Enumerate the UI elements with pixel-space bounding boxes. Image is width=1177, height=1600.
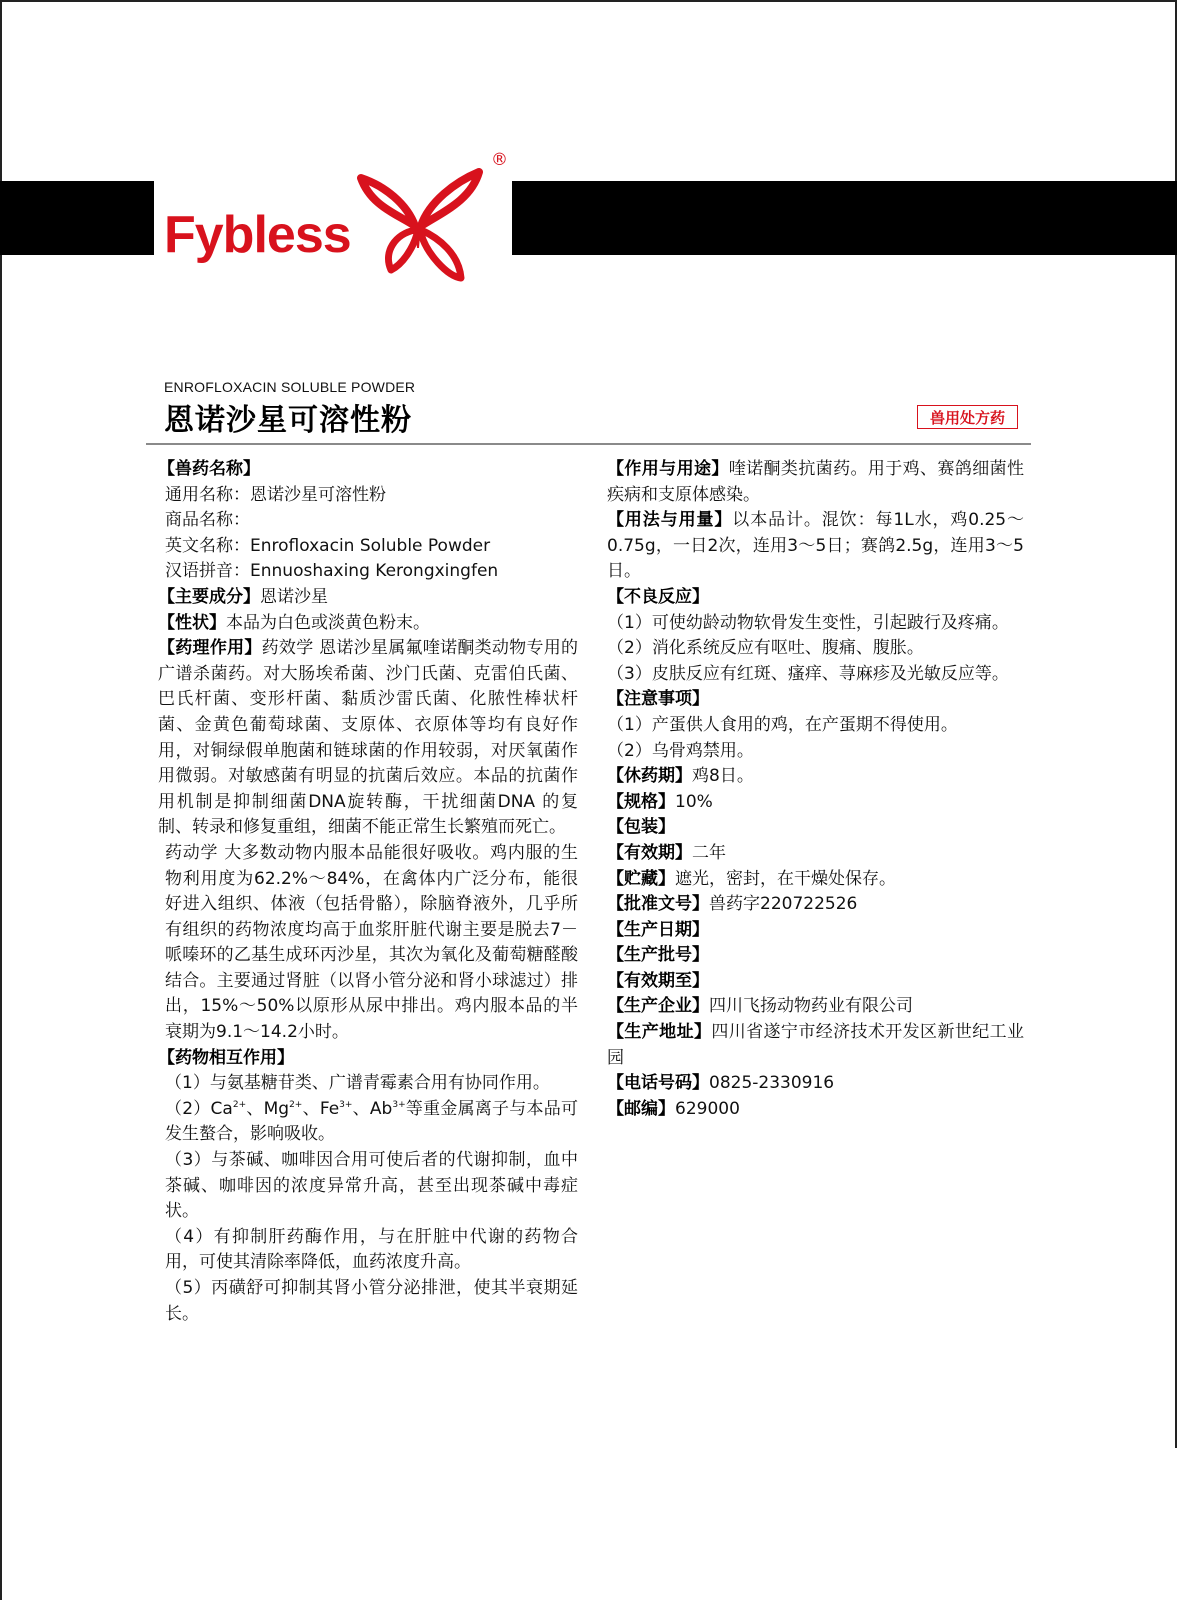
property-label: 【性状】 [158, 612, 226, 633]
adverse-item: （1）可使幼龄动物软骨发生变性，引起跛行及疼痛。 [607, 612, 1009, 633]
approval-number: 兽药字220722526 [709, 894, 858, 915]
manufacturer-section [607, 994, 1024, 1020]
phone-number: 0825-2330916 [709, 1073, 835, 1094]
trade-name: 商品名称： [165, 510, 250, 531]
storage-text: 遮光，密封，在干燥处保存。 [675, 868, 896, 889]
registered-mark: ® [491, 150, 508, 170]
indication-text: 喹诺酮类抗菌药。用于鸡、赛鸽细菌性疾病和支原体感染。 [607, 459, 1025, 505]
withdrawal-section [607, 764, 1024, 790]
pharmacodynamics-text: 药效学 恩诺沙星属氟喹诺酮类动物专用的广谱杀菌药。对大肠埃希菌、沙门氏菌、克雷伯氏菌、巴氏杆菌、变形杆菌、黏质沙雷氏菌、化脓性棒状杆菌、金黄色葡萄球菌、支原体、衣原体等均有良好作用，对铜绿假单胞菌和链球菌的作用较弱，对厌氧菌作用微弱。对敏感菌有明显的抗菌后效应。本品的抗菌作用机制是抑制细菌DNA旋转酶，干扰细菌DNA 的复制、转录和修复重组，细菌不能正常生长繁殖而死亡。 [158, 638, 579, 838]
pharmacology-section [158, 636, 578, 841]
mfg-date-label: 【生产日期】 [607, 919, 709, 940]
dosage-label: 【用法与用量】 [607, 510, 733, 531]
interaction-item: （4）有抑制肝药酶作用，与在肝脏中代谢的药物合用，可使其清除率降低，血药浓度升高。 [165, 1226, 578, 1273]
manufacturer-text: 四川飞扬动物药业有限公司 [709, 996, 913, 1017]
approval-label: 【批准文号】 [607, 894, 709, 915]
postcode-label: 【邮编】 [607, 1098, 675, 1119]
precaution-item: （2）乌骨鸡禁用。 [607, 740, 754, 761]
product-title-english: ENROFLOXACIN SOLUBLE POWDER [164, 379, 416, 395]
header-band-right [512, 181, 1177, 255]
spec-text: 10% [675, 791, 713, 812]
validity-label: 【有效期】 [607, 842, 692, 863]
adverse-heading: 【不良反应】 [607, 586, 709, 607]
spec-section [607, 790, 1024, 816]
interaction-item: $(2)Ca^{2+}$、$Mg^{2+}$、$Fe^{3+}$、$Ab^{3+}$等重金属离子与本品可发生螯合，影响吸收。 [165, 1098, 579, 1145]
adverse-item: （3）皮肤反应有红斑、瘙痒、荨麻疹及光敏反应等。 [607, 663, 1009, 684]
storage-section [607, 867, 1024, 893]
address-section [607, 1020, 1024, 1071]
left-column [158, 457, 578, 1327]
phone-label: 【电话号码】 [607, 1073, 709, 1094]
brand-logo-text: Fybless [164, 206, 351, 264]
mfg-date-section [607, 918, 1024, 944]
batch-label: 【生产批号】 [607, 945, 709, 966]
validity-text: 二年 [692, 842, 726, 863]
butterfly-logo-icon [355, 168, 485, 283]
precautions-heading: 【注意事项】 [607, 689, 709, 710]
english-name: 英文名称：Enrofloxacin Soluble Powder [165, 535, 491, 556]
validity-section [607, 841, 1024, 867]
interaction-item: （1）与氨基糖苷类、广谱青霉素合用有协同作用。 [165, 1073, 550, 1094]
precaution-item: （1）产蛋供人食用的鸡，在产蛋期不得使用。 [607, 714, 958, 735]
expiry-label: 【有效期至】 [607, 970, 709, 991]
dosage-section [607, 508, 1024, 585]
right-column [607, 457, 1024, 1122]
pharmacology-label: 【药理作用】 [158, 638, 262, 659]
expiry-section [607, 969, 1024, 995]
pharmacokinetics-text: 药动学 大多数动物内服本品能很好吸收。鸡内服的生物利用度为62.2%～84%，在禽体内广泛分布，能很好进入组织、体液（包括骨骼），除脑脊液外，几乎所有组织的药物浓度均高于血浆肝脏代谢主要是脱去7－哌嗪环的乙基生成环丙沙星，其次为氧化及葡萄糖醛酸结合。主要通过肾脏（以肾小管分泌和肾小球滤过）排出，15%～50%以原形从尿中排出。鸡内服本品的半衰期为9.1～14.2小时。 [165, 842, 578, 1043]
package-section [607, 815, 1024, 841]
address-label: 【生产地址】 [607, 1022, 712, 1043]
generic-name: 通用名称：恩诺沙星可溶性粉 [165, 484, 386, 505]
prescription-badge: 兽用处方药 [917, 405, 1018, 429]
storage-label: 【贮藏】 [607, 868, 675, 889]
ingredient-label: 【主要成分】 [158, 586, 260, 607]
withdrawal-label: 【休药期】 [607, 766, 692, 787]
manufacturer-label: 【生产企业】 [607, 996, 709, 1017]
ingredient-section [158, 585, 578, 611]
interaction-item: （5）丙磺舒可抑制其肾小管分泌排泄，使其半衰期延长。 [165, 1278, 578, 1324]
product-title-chinese: 恩诺沙星可溶性粉 [164, 403, 412, 438]
approval-section [607, 892, 1024, 918]
spec-label: 【规格】 [607, 791, 675, 812]
page-border-top [0, 0, 1177, 2]
pinyin-name: 汉语拼音：Ennuoshaxing Kerongxingfen [165, 561, 499, 582]
ingredient-text: 恩诺沙星 [260, 586, 328, 607]
postcode-text: 629000 [675, 1098, 740, 1119]
postcode-section [607, 1097, 1024, 1123]
vet-name-heading: 【兽药名称】 [158, 459, 260, 479]
phone-section [607, 1071, 1024, 1097]
package-label: 【包装】 [607, 817, 675, 838]
withdrawal-text: 鸡8日。 [692, 766, 754, 787]
adverse-item: （2）消化系统反应有呕吐、腹痛、腹胀。 [607, 638, 924, 659]
header-divider [146, 443, 1031, 445]
header-band-left [0, 181, 154, 255]
address-text: 四川省遂宁市经济技术开发区新世纪工业园 [607, 1022, 1025, 1068]
indication-label: 【作用与用途】 [607, 459, 729, 479]
batch-section [607, 943, 1024, 969]
interactions-heading: 【药物相互作用】 [158, 1047, 294, 1068]
property-section [158, 611, 578, 637]
dosage-text: 以本品计。混饮：每1L水，鸡0.25～0.75g，一日2次，连用3～5日；赛鸽2.5g，连用3～5日。 [607, 510, 1025, 582]
indication-section [607, 457, 1024, 508]
property-text: 本品为白色或淡黄色粉末。 [226, 612, 430, 633]
interaction-item: （3）与茶碱、咖啡因合用可使后者的代谢抑制，血中茶碱、咖啡因的浓度异常升高，甚至出现茶碱中毒症状。 [165, 1150, 578, 1222]
